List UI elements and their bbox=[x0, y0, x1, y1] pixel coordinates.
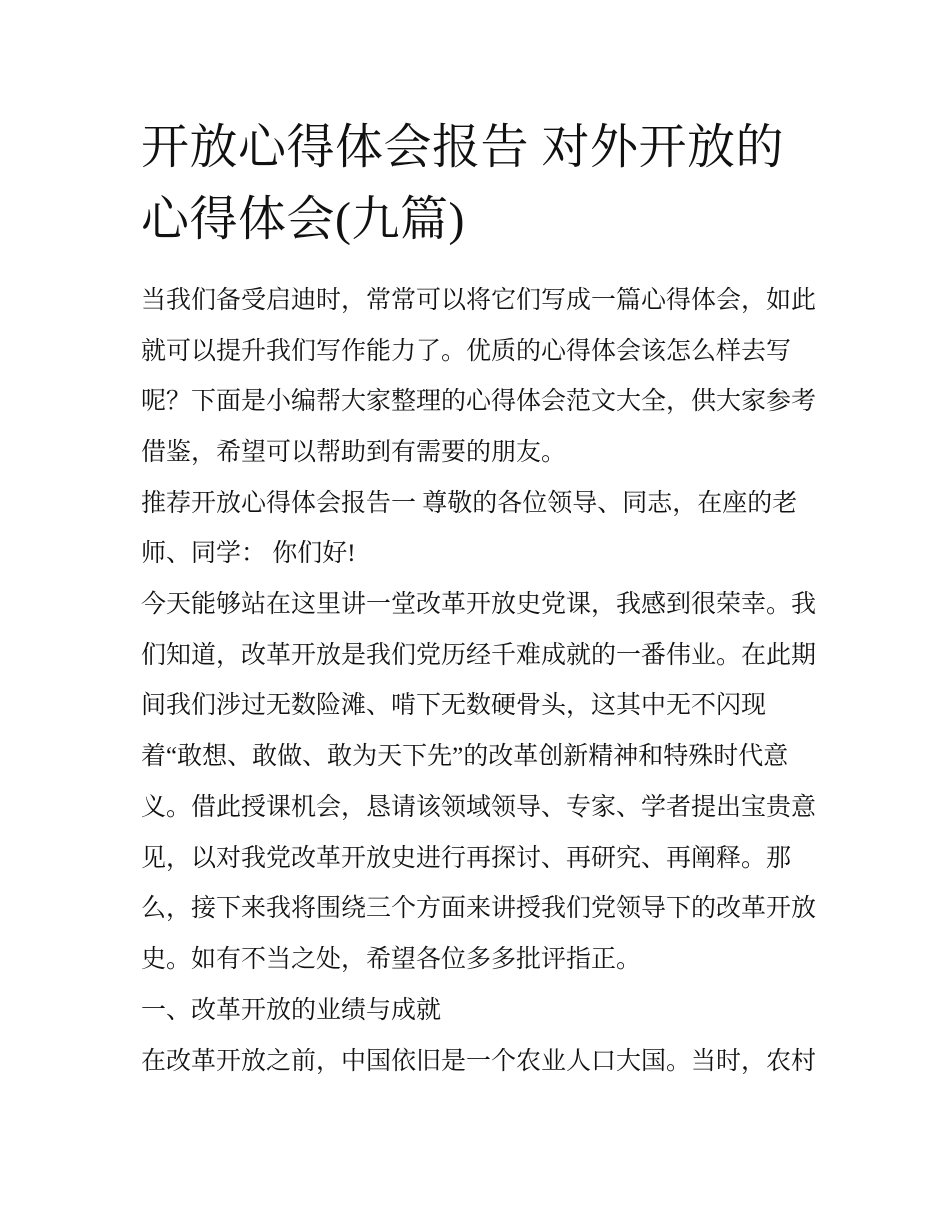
intro-line: 当我们备受启迪时，常常可以将它们写成一篇心得体会，如此 bbox=[141, 287, 817, 314]
speech-greeting-line: 推荐开放心得体会报告一 尊敬的各位领导、同志，在座的老 bbox=[141, 490, 798, 517]
body-paragraph-line: 么，接下来我将围绕三个方面来讲授我们党领导下的改革开放 bbox=[141, 895, 817, 922]
intro-line: 就可以提升我们写作能力了。优质的心得体会该怎么样去写 bbox=[141, 338, 792, 365]
section-heading: 一、改革开放的业绩与成就 bbox=[141, 997, 442, 1024]
body-paragraph-line: 见，以对我党改革开放史进行再探讨、再研究、再阐释。那 bbox=[141, 845, 792, 872]
intro-line: 呢？下面是小编帮大家整理的心得体会范文大全，供大家参考 bbox=[141, 388, 817, 415]
body-paragraph-line: 义。借此授课机会，恳请该领域领导、专家、学者提出宝贵意 bbox=[141, 794, 817, 821]
body-paragraph-line: 间我们涉过无数险滩、啃下无数硬骨头，这其中无不闪现 bbox=[141, 692, 767, 719]
body-paragraph-line: 今天能够站在这里讲一堂改革开放史党课，我感到很荣幸。我 bbox=[141, 591, 817, 618]
intro-line: 借鉴，希望可以帮助到有需要的朋友。 bbox=[141, 439, 567, 466]
body-paragraph-line: 们知道，改革开放是我们党历经千难成就的一番伟业。在此期 bbox=[141, 642, 817, 669]
body-paragraph-line: 史。如有不当之处，希望各位多多批评指正。 bbox=[141, 946, 642, 973]
title-line-2: 心得体会(九篇) bbox=[141, 193, 465, 246]
document-title bbox=[141, 112, 821, 256]
speech-greeting-line: 师、同学： 你们好! bbox=[141, 540, 356, 567]
title-line-1: 开放心得体会报告 对外开放的 bbox=[141, 121, 785, 174]
body-paragraph-line: 在改革开放之前，中国依旧是一个农业人口大国。当时，农村 bbox=[141, 1048, 817, 1075]
body-paragraph-line: 着“敢想、敢做、敢为天下先”的改革创新精神和特殊时代意 bbox=[141, 743, 789, 770]
